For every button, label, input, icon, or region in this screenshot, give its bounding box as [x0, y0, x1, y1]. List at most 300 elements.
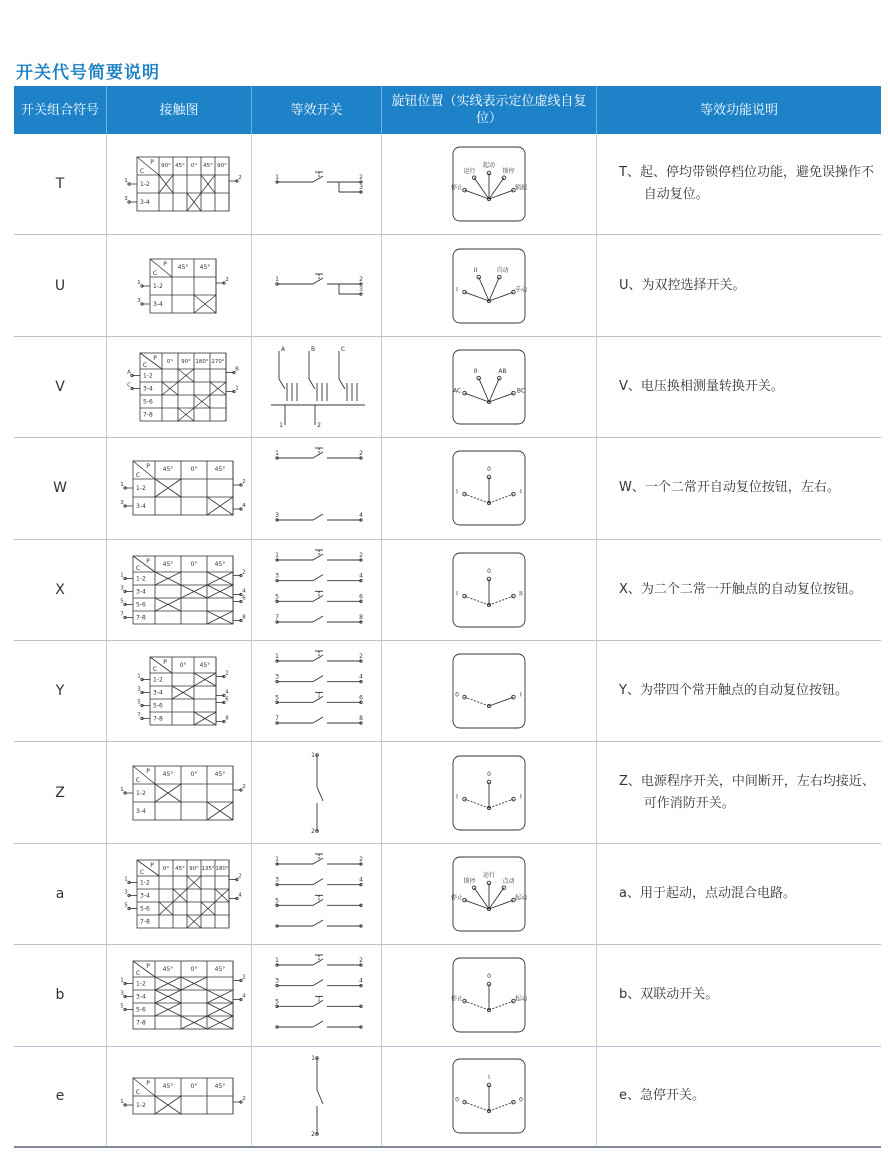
contact-label: 7-8 — [136, 1019, 146, 1027]
knob-position-diagram — [451, 1057, 527, 1135]
terminal-label: 4 — [358, 572, 363, 580]
terminal-label: 2 — [316, 421, 321, 429]
terminal-label: 1 — [137, 279, 141, 286]
c-label: C — [139, 868, 145, 876]
angle-label: 45° — [162, 966, 174, 974]
description-text: W、一个二常开自动复位按钮，左右。 — [619, 480, 840, 496]
knob-label: BC — [516, 387, 526, 395]
table-row — [14, 742, 881, 843]
contact-diagram — [109, 846, 249, 942]
knob-label: 运行 — [482, 871, 496, 879]
knob-position-diagram — [451, 449, 527, 527]
knob-cell — [382, 540, 597, 640]
p-label: P — [150, 159, 154, 167]
terminal-label: 4 — [358, 512, 363, 520]
equiv-cell — [252, 235, 382, 335]
terminal-label: 5 — [120, 598, 124, 605]
description-text: e、急停开关。 — [619, 1088, 705, 1104]
table-row — [14, 641, 881, 742]
knob-cell — [382, 945, 597, 1045]
function-description — [597, 1047, 881, 1146]
equiv-cell — [252, 134, 382, 234]
contact-diagram — [109, 542, 249, 638]
p-label: P — [163, 659, 167, 667]
terminal-label: 1 — [274, 174, 279, 182]
contact-label: 7-8 — [143, 411, 153, 419]
knob-label: 0 — [519, 1096, 523, 1104]
p-label: P — [146, 463, 150, 471]
knob-label: 锁停 — [463, 878, 476, 886]
contact-cell — [107, 134, 252, 234]
terminal-label: 4 — [242, 503, 246, 510]
angle-label: 0° — [190, 560, 198, 568]
knob-label: II — [519, 590, 523, 598]
table-row — [14, 438, 881, 539]
equivalent-switch — [257, 947, 377, 1043]
p-label: P — [146, 767, 150, 775]
terminal-label: 2 — [242, 783, 246, 790]
knob-label: 0 — [473, 367, 478, 375]
terminal-label: 7 — [274, 613, 279, 621]
knob-cell — [382, 1047, 597, 1146]
p-label: P — [146, 963, 150, 971]
contact-label: 1-2 — [143, 372, 153, 380]
knob-label: I — [456, 590, 458, 598]
contact-label: 7-8 — [153, 715, 163, 723]
equivalent-switch — [257, 440, 377, 536]
terminal-label: 8 — [242, 614, 246, 621]
function-description — [597, 540, 881, 640]
knob-label: 停止 — [451, 184, 464, 192]
equiv-cell — [252, 742, 382, 842]
angle-label: 45° — [162, 466, 174, 474]
p-label: P — [163, 260, 167, 268]
terminal-label: 3 — [124, 889, 128, 896]
knob-position-diagram — [451, 754, 527, 832]
terminal-label: 3 — [358, 285, 363, 293]
description-text: Z、电源程序开关，中间断开，左右均接近、可作消防开关。 — [619, 773, 875, 811]
knob-cell — [382, 337, 597, 437]
phase-label: A — [280, 345, 285, 353]
terminal-label: 8 — [225, 715, 229, 722]
terminal-label: 2 — [358, 450, 363, 458]
function-description — [597, 134, 881, 234]
header-equiv: 等效开关 — [252, 86, 382, 134]
terminal-label: 2 — [358, 653, 363, 661]
terminal-label: 2 — [242, 974, 246, 981]
angle-label: 45° — [175, 163, 185, 170]
contact-label: 3-4 — [153, 689, 163, 697]
angle-label: 180° — [195, 358, 209, 365]
equivalent-switch — [257, 238, 377, 334]
c-label: C — [152, 666, 158, 674]
terminal-label: 3 — [124, 196, 128, 203]
contact-label: 1-2 — [140, 181, 150, 189]
switch-code: a — [14, 844, 107, 944]
knob-position-diagram — [451, 652, 527, 730]
terminal-label: 3 — [274, 876, 279, 884]
contact-label: 3-4 — [136, 993, 146, 1001]
knob-position-diagram — [451, 551, 527, 629]
angle-label: 0° — [190, 163, 198, 170]
terminal-label: 1 — [274, 551, 279, 559]
contact-diagram — [109, 947, 249, 1043]
terminal-label: 4 — [225, 689, 229, 696]
terminal-label: 2 — [225, 276, 229, 283]
terminal-label: 1 — [235, 385, 239, 392]
contact-label: 5-6 — [136, 1006, 146, 1014]
angle-label: 0° — [162, 865, 170, 872]
terminal-label: 6 — [358, 694, 363, 702]
angle-label: 90° — [217, 163, 227, 170]
terminal-label: 8 — [358, 715, 363, 723]
terminal-label: 7 — [137, 712, 141, 719]
contact-cell — [107, 1047, 252, 1146]
header-contact: 接触图 — [107, 86, 252, 134]
contact-diagram — [109, 643, 249, 739]
terminal-label: 2 — [358, 275, 363, 283]
switch-code-table — [14, 86, 881, 1148]
knob-label: 自动 — [496, 266, 509, 274]
terminal-label: 1 — [124, 876, 128, 883]
terminal-label: 2 — [238, 175, 242, 182]
c-label: C — [152, 269, 158, 277]
function-description — [597, 844, 881, 944]
contact-cell — [107, 235, 252, 335]
contact-cell — [107, 337, 252, 437]
knob-label: AB — [498, 367, 507, 375]
angle-label: 90° — [181, 358, 191, 365]
c-label: C — [135, 1089, 141, 1097]
knob-cell — [382, 235, 597, 335]
terminal-label: A — [127, 369, 131, 376]
knob-label: 点动 — [502, 878, 515, 886]
c-label: C — [142, 361, 148, 369]
terminal-label: 1 — [274, 957, 279, 965]
function-description — [597, 945, 881, 1045]
angle-label: 45° — [162, 770, 174, 778]
contact-label: 1-2 — [153, 676, 163, 684]
contact-label: 1-2 — [136, 575, 146, 583]
knob-position-diagram — [451, 348, 527, 426]
knob-label: I — [488, 1074, 490, 1082]
header-knob: 旋钮位置（实线表示定位虚线自复位） — [382, 86, 597, 134]
knob-label: I — [520, 691, 522, 699]
knob-label: I — [456, 792, 458, 800]
equivalent-switch — [257, 846, 377, 942]
terminal-label: 5 — [137, 699, 141, 706]
knob-label: 0 — [487, 973, 491, 981]
terminal-label: 6 — [225, 696, 229, 703]
angle-label: 45° — [203, 163, 213, 170]
angle-label: 0° — [190, 466, 198, 474]
knob-cell — [382, 844, 597, 944]
terminal-label: 3 — [358, 184, 363, 192]
knob-position-diagram — [451, 247, 527, 325]
terminal-label: 1 — [310, 1055, 315, 1063]
terminal-label: 2 — [358, 551, 363, 559]
terminal-label: 4 — [358, 977, 363, 985]
switch-code: Y — [14, 641, 107, 741]
knob-label: I — [520, 488, 522, 496]
knob-position-diagram — [451, 145, 527, 223]
contact-diagram — [109, 238, 249, 334]
equivalent-switch — [257, 542, 377, 638]
terminal-label: 2 — [242, 569, 246, 576]
equiv-cell — [252, 844, 382, 944]
knob-label: 锁起 — [514, 184, 527, 192]
description-text: V、电压换相测量转换开关。 — [619, 378, 784, 394]
knob-label: 0 — [455, 1096, 459, 1104]
terminal-label: 3 — [137, 686, 141, 693]
contact-label: 3-4 — [136, 807, 146, 815]
equivalent-switch — [257, 643, 377, 739]
table-row — [14, 134, 881, 235]
function-description — [597, 337, 881, 437]
terminal-label: 3 — [274, 673, 279, 681]
knob-cell — [382, 134, 597, 234]
equiv-cell — [252, 438, 382, 538]
terminal-label: 4 — [242, 588, 246, 595]
angle-label: 135° — [201, 865, 215, 872]
equiv-cell — [252, 337, 382, 437]
terminal-label: 3 — [274, 512, 279, 520]
angle-label: 0° — [166, 358, 174, 365]
contact-label: 3-4 — [143, 385, 153, 393]
switch-code: X — [14, 540, 107, 640]
contact-label: 1-2 — [136, 485, 146, 493]
knob-label: 运行 — [463, 168, 476, 176]
contact-label: 5-6 — [143, 398, 153, 406]
contact-cell — [107, 438, 252, 538]
contact-label: 3-4 — [153, 300, 163, 308]
terminal-label: 2 — [358, 174, 363, 182]
table-row — [14, 337, 881, 438]
angle-label: 45° — [199, 263, 211, 271]
contact-label: 1-2 — [136, 980, 146, 988]
knob-position-diagram — [451, 855, 527, 933]
description-text: b、双联动开关。 — [619, 987, 719, 1003]
terminal-label: 1 — [310, 751, 315, 759]
contact-diagram — [109, 136, 249, 232]
terminal-label: 4 — [242, 993, 246, 1000]
function-description — [597, 742, 881, 842]
switch-code: T — [14, 134, 107, 234]
terminal-label: 1 — [120, 977, 124, 984]
angle-label: 45° — [162, 560, 174, 568]
table-row — [14, 540, 881, 641]
terminal-label: 2 — [242, 1096, 246, 1103]
terminal-label: C — [127, 382, 131, 389]
knob-label: I — [456, 488, 458, 496]
c-label: C — [135, 472, 141, 480]
terminal-label: 2 — [358, 855, 363, 863]
knob-label: I — [520, 792, 522, 800]
terminal-label: 8 — [358, 613, 363, 621]
terminal-label: 3 — [274, 572, 279, 580]
switch-code: V — [14, 337, 107, 437]
p-label: P — [146, 1080, 150, 1088]
knob-label: 0 — [487, 466, 491, 474]
terminal-label: 1 — [274, 855, 279, 863]
terminal-label: 2 — [310, 827, 315, 835]
terminal-label: 1 — [120, 1099, 124, 1106]
knob-label: 起动 — [482, 162, 496, 170]
p-label: P — [153, 354, 157, 362]
contact-label: 1-2 — [153, 282, 163, 290]
table-row — [14, 945, 881, 1046]
terminal-label: 1 — [274, 450, 279, 458]
terminal-label: 5 — [274, 897, 279, 905]
terminal-label: 1 — [120, 482, 124, 489]
contact-cell — [107, 844, 252, 944]
angle-label: 45° — [214, 560, 226, 568]
switch-code: Z — [14, 742, 107, 842]
contact-cell — [107, 641, 252, 741]
equiv-cell — [252, 945, 382, 1045]
knob-label: 0 — [487, 567, 491, 575]
p-label: P — [146, 557, 150, 565]
table-header — [14, 86, 881, 134]
table-row — [14, 235, 881, 336]
angle-label: 45° — [162, 1083, 174, 1091]
contact-diagram — [109, 745, 249, 841]
knob-label: 0 — [487, 770, 491, 778]
angle-label: 0° — [190, 966, 198, 974]
terminal-label: 5 — [274, 998, 279, 1006]
terminal-label: 3 — [120, 500, 124, 507]
contact-label: 5-6 — [140, 905, 150, 913]
knob-label: 锁停 — [502, 168, 515, 176]
equiv-cell — [252, 1047, 382, 1146]
terminal-label: 3 — [137, 297, 141, 304]
contact-label: 1-2 — [136, 789, 146, 797]
terminal-label: 2 — [242, 479, 246, 486]
angle-label: 45° — [175, 865, 185, 872]
terminal-label: 3 — [274, 977, 279, 985]
contact-label: 1-2 — [136, 1102, 146, 1110]
terminal-label: 2 — [358, 957, 363, 965]
angle-label: 90° — [161, 163, 171, 170]
description-text: Y、为带四个常开触点的自动复位按钮。 — [619, 683, 848, 699]
knob-label: II — [473, 266, 478, 274]
knob-cell — [382, 742, 597, 842]
function-description — [597, 438, 881, 538]
terminal-label: 4 — [238, 892, 242, 899]
knob-label: 停止 — [451, 995, 464, 1003]
contact-label: 3-4 — [136, 503, 146, 511]
phase-label: B — [310, 345, 315, 353]
equiv-cell — [252, 641, 382, 741]
knob-position-diagram — [451, 956, 527, 1034]
angle-label: 45° — [177, 263, 189, 271]
contact-label: 5-6 — [153, 702, 163, 710]
equivalent-switch — [257, 745, 377, 841]
angle-label: 0° — [190, 770, 198, 778]
terminal-label: 3 — [120, 990, 124, 997]
table-row — [14, 1047, 881, 1148]
contact-label: 3-4 — [136, 588, 146, 596]
terminal-label: 2 — [238, 873, 242, 880]
switch-code: e — [14, 1047, 107, 1146]
header-code: 开关组合符号 — [14, 86, 107, 134]
terminal-label: 5 — [124, 902, 128, 909]
c-label: C — [135, 776, 141, 784]
contact-diagram — [109, 440, 249, 536]
phase-label: C — [340, 345, 345, 353]
terminal-label: 5 — [120, 1003, 124, 1010]
knob-cell — [382, 438, 597, 538]
contact-diagram — [109, 1048, 249, 1144]
angle-label: 45° — [199, 662, 211, 670]
table-row — [14, 844, 881, 945]
terminal-label: B — [235, 366, 239, 373]
description-text: T、起、停均带锁停档位功能，避免误操作不自动复位。 — [619, 165, 874, 203]
terminal-label: 1 — [124, 178, 128, 185]
angle-label: 45° — [214, 770, 226, 778]
equivalent-switch — [257, 1048, 377, 1144]
terminal-label: 5 — [274, 694, 279, 702]
terminal-label: 2 — [310, 1131, 315, 1139]
description-text: X、为二个二常一开触点的自动复位按钮。 — [619, 581, 862, 597]
terminal-label: 6 — [358, 593, 363, 601]
terminal-label: 1 — [137, 673, 141, 680]
contact-cell — [107, 742, 252, 842]
knob-label: 起动 — [514, 894, 527, 902]
p-label: P — [150, 861, 154, 869]
knob-label: 起动 — [514, 995, 527, 1003]
equivalent-switch — [257, 136, 377, 232]
contact-cell — [107, 945, 252, 1045]
knob-cell — [382, 641, 597, 741]
angle-label: 0° — [179, 662, 187, 670]
angle-label: 90° — [189, 865, 199, 872]
function-description — [597, 641, 881, 741]
switch-code: W — [14, 438, 107, 538]
c-label: C — [135, 564, 141, 572]
page-title: 开关代号简要说明 — [16, 63, 160, 83]
terminal-label: 1 — [274, 275, 279, 283]
terminal-label: 7 — [120, 611, 124, 618]
angle-label: 45° — [214, 966, 226, 974]
terminal-label: 6 — [242, 595, 246, 602]
knob-label: I — [456, 285, 458, 293]
angle-label: 45° — [214, 1083, 226, 1091]
terminal-label: 1 — [278, 421, 283, 429]
terminal-label: 1 — [120, 572, 124, 579]
contact-label: 5-6 — [136, 601, 146, 609]
angle-label: 45° — [214, 466, 226, 474]
equiv-cell — [252, 540, 382, 640]
terminal-label: 7 — [274, 715, 279, 723]
function-description — [597, 235, 881, 335]
knob-label: 手动 — [514, 285, 527, 293]
contact-cell — [107, 540, 252, 640]
terminal-label: 2 — [225, 670, 229, 677]
angle-label: 270° — [211, 358, 225, 365]
c-label: C — [139, 168, 145, 176]
terminal-label: 4 — [358, 673, 363, 681]
terminal-label: 1 — [274, 653, 279, 661]
angle-label: 0° — [190, 1083, 198, 1091]
c-label: C — [135, 970, 141, 978]
contact-label: 3-4 — [140, 199, 150, 207]
knob-label: AC — [452, 387, 462, 395]
equivalent-switch — [257, 339, 377, 435]
terminal-label: 3 — [120, 585, 124, 592]
knob-label: 停止 — [451, 894, 464, 902]
terminal-label: 1 — [120, 786, 124, 793]
